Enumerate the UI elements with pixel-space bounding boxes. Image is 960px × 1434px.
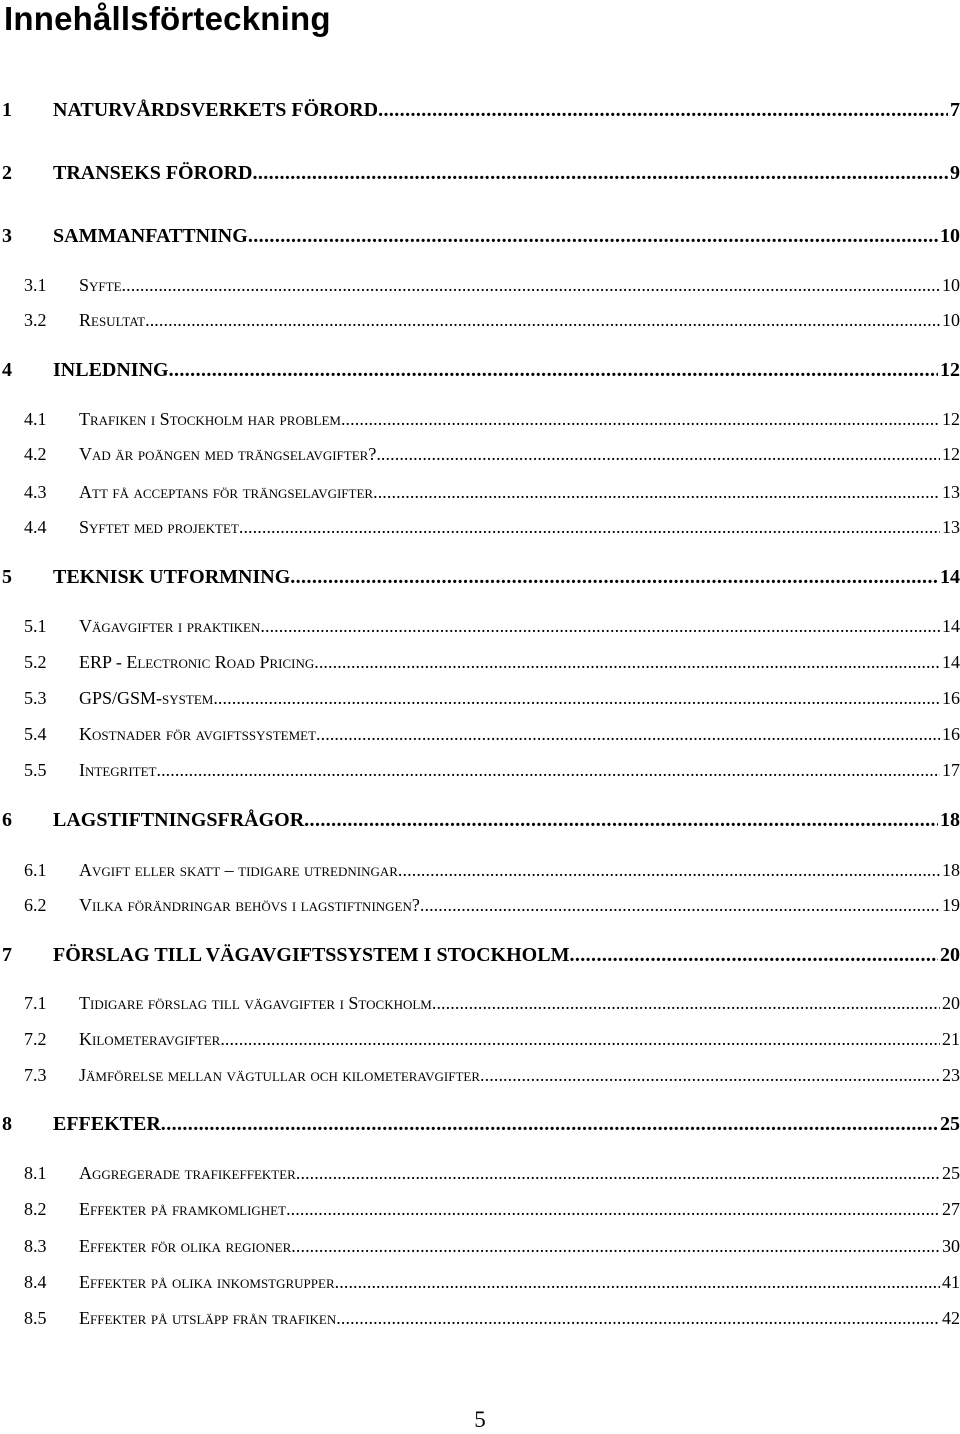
dot-leader — [252, 159, 948, 187]
toc-entry-page: 18 — [942, 860, 960, 880]
toc-entry-number: 7 — [2, 944, 12, 966]
toc-entry-label: Kilometeravgifter — [79, 1029, 221, 1049]
toc-entry-label: Effekter på framkomlighet — [79, 1199, 287, 1219]
toc-entry-label: Att få acceptans för trängselavgifter — [79, 482, 374, 502]
toc-entry-page: 7 — [950, 99, 960, 121]
dot-leader — [239, 513, 940, 541]
toc-entry-page: 30 — [942, 1236, 960, 1256]
toc-entry-label: ERP - Electronic Road Pricing — [79, 652, 315, 672]
toc-entry-page: 23 — [942, 1065, 960, 1085]
toc-entry[interactable] — [0, 1159, 960, 1187]
toc-entry-page: 21 — [942, 1029, 960, 1049]
toc-entry-page: 14 — [942, 616, 960, 636]
toc-entry-page: 19 — [942, 895, 960, 915]
toc-entry-number: 7.1 — [24, 993, 47, 1013]
toc-entry-number: 1 — [2, 99, 12, 121]
dot-leader — [376, 440, 940, 468]
toc-entry-number: 6.2 — [24, 895, 47, 915]
toc-entry[interactable] — [0, 271, 960, 299]
dot-leader — [248, 222, 938, 250]
toc-entry-page: 13 — [942, 482, 960, 502]
toc-entry-number: 8.5 — [24, 1308, 47, 1328]
toc-entry-number: 3.2 — [24, 310, 47, 330]
toc-entry-page: 12 — [940, 359, 960, 381]
toc-entry-label: Trafiken i Stockholm har problem — [79, 409, 341, 429]
toc-entry[interactable] — [0, 684, 960, 712]
toc-entry-number: 8 — [2, 1113, 12, 1135]
toc-entry-label: Vad är poängen med trängselavgifter? — [79, 444, 377, 464]
toc-entry-number: 4.4 — [24, 517, 47, 537]
dot-leader — [420, 891, 940, 919]
dot-leader — [213, 684, 940, 712]
toc-entry[interactable] — [0, 1061, 960, 1089]
toc-entry-number: 4 — [2, 359, 12, 381]
toc-entry-number: 7.3 — [24, 1065, 47, 1085]
dot-leader — [169, 356, 938, 384]
toc-entry[interactable] — [0, 612, 960, 640]
toc-entry-number: 5 — [2, 566, 12, 588]
dot-leader — [145, 306, 940, 334]
toc-entry-label: TEKNISK UTFORMNING — [53, 566, 291, 588]
toc-entry-page: 9 — [950, 162, 960, 184]
toc-entry-label: Avgift eller skatt – tidigare utredningar — [79, 860, 398, 880]
toc-entry[interactable] — [0, 720, 960, 748]
dot-leader — [156, 756, 940, 784]
toc-entry-number: 3.1 — [24, 275, 47, 295]
toc-entry-page: 10 — [942, 275, 960, 295]
toc-entry-label: INLEDNING — [53, 359, 169, 381]
toc-entry-number: 2 — [2, 162, 12, 184]
dot-leader — [335, 1268, 940, 1296]
toc-entry-label: Effekter på olika inkomstgrupper — [79, 1272, 335, 1292]
page-number: 5 — [474, 1407, 486, 1432]
toc-entry-label: Resultat — [79, 310, 146, 330]
toc-entry-page: 14 — [942, 652, 960, 672]
dot-leader — [432, 989, 940, 1017]
toc-entry-label: GPS/GSM-system — [79, 688, 214, 708]
toc-entry-page: 25 — [942, 1163, 960, 1183]
dot-leader — [260, 612, 940, 640]
toc-entry-page: 10 — [942, 310, 960, 330]
toc-entry-label: Syftet med projektet — [79, 517, 239, 537]
toc-entry-label: EFFEKTER — [53, 1113, 161, 1135]
dot-leader — [286, 1195, 940, 1223]
toc-entry-page: 12 — [942, 409, 960, 429]
dot-leader — [220, 1025, 940, 1053]
toc-entry[interactable] — [0, 440, 960, 468]
toc-entry[interactable] — [0, 941, 960, 969]
dot-leader — [314, 648, 940, 676]
toc-entry[interactable] — [0, 806, 960, 834]
toc-entry-label: FÖRSLAG TILL VÄGAVGIFTSSYSTEM I STOCKHOLM — [53, 944, 570, 966]
toc-entry[interactable] — [0, 159, 960, 187]
toc-entry-number: 5.4 — [24, 724, 47, 744]
toc-entry-label: NATURVÅRDSVERKETS FÖRORD — [53, 99, 379, 121]
toc-entry-number: 7.2 — [24, 1029, 47, 1049]
dot-leader — [161, 1110, 938, 1138]
dot-leader — [304, 806, 938, 834]
toc-entry-page: 10 — [940, 225, 960, 247]
toc-entry[interactable] — [0, 1232, 960, 1260]
toc-entry-number: 8.1 — [24, 1163, 47, 1183]
toc-entry-page: 16 — [942, 724, 960, 744]
dot-leader — [296, 1159, 940, 1187]
toc-entry-number: 6.1 — [24, 860, 47, 880]
toc-entry-number: 4.3 — [24, 482, 47, 502]
toc-entry-page: 41 — [942, 1272, 960, 1292]
toc-entry-number: 5.2 — [24, 652, 47, 672]
toc-entry[interactable] — [0, 1268, 960, 1296]
toc-entry-number: 8.2 — [24, 1199, 47, 1219]
toc-entry[interactable] — [0, 563, 960, 591]
dot-leader — [336, 1304, 940, 1332]
dot-leader — [378, 96, 948, 124]
dot-leader — [373, 478, 940, 506]
toc-entry-number: 8.4 — [24, 1272, 47, 1292]
toc-entry[interactable] — [0, 856, 960, 884]
toc-entry-page: 18 — [940, 809, 960, 831]
toc-entry[interactable] — [0, 1195, 960, 1223]
toc-entry[interactable] — [0, 648, 960, 676]
toc-entry-label: SAMMANFATTNING — [53, 225, 248, 247]
dot-leader — [291, 1232, 940, 1260]
dot-leader — [316, 720, 940, 748]
toc-entry-label: Jämförelse mellan vägtullar och kilometeravgifter — [79, 1065, 481, 1085]
dot-leader — [480, 1061, 940, 1089]
toc-entry-number: 5.5 — [24, 760, 47, 780]
toc-entry-number: 4.1 — [24, 409, 47, 429]
toc-entry[interactable] — [0, 989, 960, 1017]
toc-entry-page: 27 — [942, 1199, 960, 1219]
dot-leader — [398, 856, 940, 884]
page-title: Innehållsförteckning — [4, 0, 331, 37]
toc-entry-label: Kostnader för avgiftssystemet — [79, 724, 317, 744]
toc-entry-page: 12 — [942, 444, 960, 464]
toc-entry-label: Syfte — [79, 275, 122, 295]
toc-entry-label: Integritet — [79, 760, 157, 780]
toc-entry-label: Effekter på utsläpp från trafiken — [79, 1308, 337, 1328]
dot-leader — [569, 941, 938, 969]
toc-entry-label: Vilka förändringar behövs i lagstiftningen? — [79, 895, 420, 915]
toc-entry[interactable] — [0, 96, 960, 124]
toc-entry-page: 20 — [942, 993, 960, 1013]
toc-entry[interactable] — [0, 1025, 960, 1053]
toc-entry-number: 5.1 — [24, 616, 47, 636]
toc-entry[interactable] — [0, 356, 960, 384]
toc-entry-number: 5.3 — [24, 688, 47, 708]
dot-leader — [290, 563, 938, 591]
toc-entry[interactable] — [0, 478, 960, 506]
toc-entry[interactable] — [0, 513, 960, 541]
toc-entry-page: 13 — [942, 517, 960, 537]
toc-entry[interactable] — [0, 222, 960, 250]
toc-entry-label: Tidigare förslag till vägavgifter i Stockholm — [79, 993, 432, 1013]
toc-entry-page: 14 — [940, 566, 960, 588]
toc-entry-number: 8.3 — [24, 1236, 47, 1256]
toc-entry[interactable] — [0, 891, 960, 919]
toc-entry-page: 20 — [940, 944, 960, 966]
toc-entry-label: Aggregerade trafikeffekter — [79, 1163, 296, 1183]
toc-entry[interactable] — [0, 1304, 960, 1332]
dot-leader — [122, 271, 940, 299]
toc-entry-number: 3 — [2, 225, 12, 247]
toc-entry-number: 6 — [2, 809, 12, 831]
toc-entry[interactable] — [0, 1110, 960, 1138]
toc-entry[interactable] — [0, 756, 960, 784]
toc-entry-page: 16 — [942, 688, 960, 708]
toc-entry-label: LAGSTIFTNINGSFRÅGOR — [53, 809, 305, 831]
toc-entry[interactable] — [0, 306, 960, 334]
toc-entry-page: 17 — [942, 760, 960, 780]
toc-entry-page: 25 — [940, 1113, 960, 1135]
toc-entry-label: Vägavgifter i praktiken — [79, 616, 261, 636]
dot-leader — [341, 405, 940, 433]
toc-entry-label: Effekter för olika regioner — [79, 1236, 292, 1256]
toc-entry[interactable] — [0, 405, 960, 433]
toc-entry-label: TRANSEKS FÖRORD — [53, 162, 253, 184]
toc-entry-page: 42 — [942, 1308, 960, 1328]
toc-entry-number: 4.2 — [24, 444, 47, 464]
